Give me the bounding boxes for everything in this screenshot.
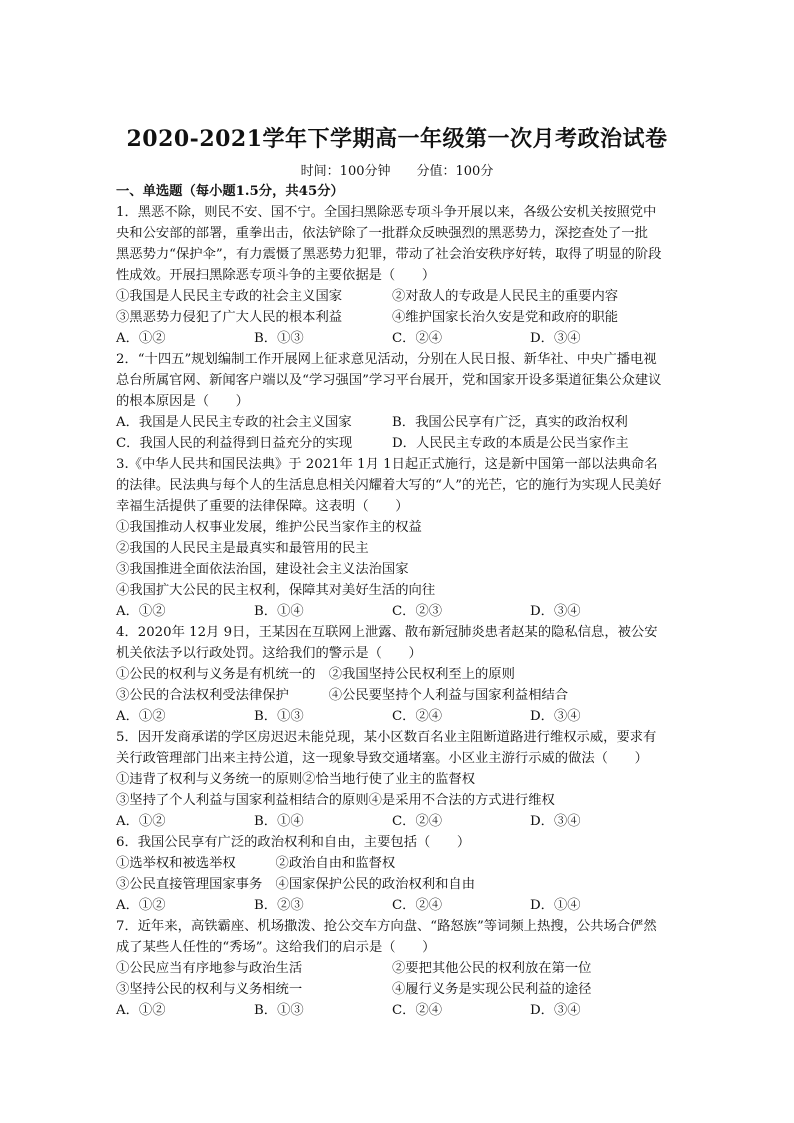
choice-a: A．我国是人民民主专政的社会主义国家: [116, 415, 352, 430]
choice-d: D．①④: [530, 898, 581, 913]
option-item: ①公民应当有序地参与政治生活: [116, 961, 303, 976]
choice-d: D．③④: [530, 331, 581, 346]
question-stem-line: 2．“十四五”规划编制工作开展网上征求意见活动，分别在人民日报、新华社、中央广播电视: [116, 352, 657, 367]
choice-d: D．③④: [530, 814, 581, 829]
question-stem-line: 幸福生活提供了重要的法律保障。这表明（ ）: [116, 499, 409, 514]
question-5: [116, 727, 678, 832]
option-row: ①违背了权利与义务统一的原则②恰当地行使了业主的监督权: [116, 772, 476, 787]
choice-b: B．①③: [254, 331, 304, 346]
question-stem-line: 的根本原因是（ ）: [116, 394, 249, 409]
choice-b: B．我国公民享有广泛，真实的政治权利: [392, 415, 628, 430]
choice-d: D．③④: [530, 709, 581, 724]
choice-a: A．①②: [116, 1003, 166, 1018]
choice-row: [116, 706, 678, 727]
choice-row: [116, 811, 678, 832]
option-row: ①公民的权利与义务是有机统一的 ②我国坚持公民权利至上的原则: [116, 667, 515, 682]
question-stem-line: 关行政管理部门出来主持公道，这一现象导致交通堵塞。小区业主游行示威的做法（ ）: [116, 751, 648, 766]
exam-meta: [0, 160, 794, 179]
choice-a: A．①②: [116, 331, 166, 346]
choice-b: B．①④: [254, 814, 304, 829]
option-row: ③公民的合法权利受法律保护 ④公民要坚持个人利益与国家利益相结合: [116, 688, 569, 703]
question-stem-line: 成了某些人任性的“秀场”。这给我们的启示是（ ）: [116, 940, 436, 955]
option-item: ③黑恶势力侵犯了广大人民的根本利益: [116, 310, 343, 325]
option-row: [116, 979, 678, 1000]
choice-row: [116, 895, 678, 916]
exam-score: 分值：100分: [416, 164, 494, 179]
option-item: ③我国推进全面依法治国，建设社会主义法治国家: [116, 562, 409, 577]
choice-a: A．①②: [116, 709, 166, 724]
choice-a: A．①②: [116, 814, 166, 829]
exam-time: 时间：100分钟: [300, 164, 391, 179]
question-4: [116, 622, 678, 727]
option-item: ④维护国家长治久安是党和政府的职能: [392, 310, 619, 325]
question-stem-line: 4．2020年 12月 9日，王某因在互联网上泄露、散布新冠肺炎患者赵某的隐私信息，被公安: [116, 625, 658, 640]
option-item: ②要把其他公民的权利放在第一位: [392, 961, 592, 976]
question-stem-line: 性成效。开展扫黑除恶专项斗争的主要依据是（ ）: [116, 268, 436, 283]
option-row: ①选举权和被选举权 ②政治自由和监督权: [116, 856, 396, 871]
choice-row: [116, 601, 678, 622]
choice-b: B．①③: [254, 709, 304, 724]
option-row: [116, 307, 678, 328]
choice-d: D．③④: [530, 604, 581, 619]
question-1: [116, 202, 678, 349]
choice-row: [116, 328, 678, 349]
question-stem-line: 总台所属官网、新闻客户端以及“学习强国”学习平台展开，党和国家开设多渠道征集公众建议: [116, 373, 662, 388]
option-item: ①我国推动人权事业发展，维护公民当家作主的权益: [116, 520, 422, 535]
choice-c: C．我国人民的利益得到日益充分的实现: [116, 436, 353, 451]
option-item: ②对敌人的专政是人民民主的重要内容: [392, 289, 619, 304]
choice-row: [116, 433, 678, 454]
option-row: [116, 958, 678, 979]
question-stem-line: 1．黑恶不除，则民不安、国不宁。全国扫黑除恶专项斗争开展以来，各级公安机关按照党中: [116, 205, 657, 220]
option-row: ③公民直接管理国家事务 ④国家保护公民的政治权利和自由: [116, 877, 476, 892]
question-stem-line: 的法律。民法典与每个人的生活息息相关闪耀着大写的“人”的光芒，它的施行为实现人民美好: [116, 478, 662, 493]
question-stem-line: 3.《中华人民共和国民法典》于 2021年 1月 1日起正式施行，这是新中国第一部以法典命名: [116, 457, 658, 472]
option-item: ④我国扩大公民的民主权利，保障其对美好生活的向往: [116, 583, 436, 598]
choice-a: A．①②: [116, 604, 166, 619]
option-item: ④履行义务是实现公民利益的途径: [392, 982, 592, 997]
section-heading: 一、单选题（每小题1.5分，共45分）: [116, 184, 344, 199]
choice-c: C．②④: [392, 814, 443, 829]
choice-row: [116, 412, 678, 433]
option-row: [116, 286, 678, 307]
choice-c: C．②④: [392, 331, 443, 346]
question-stem-line: 机关依法予以行政处罚。这给我们的警示是（ ）: [116, 646, 422, 661]
choice-d: D．人民民主专政的本质是公民当家作主: [392, 436, 629, 451]
question-stem-line: 5．因开发商承诺的学区房迟迟未能兑现，某小区数百名业主阻断道路进行维权示威，要求有: [116, 730, 657, 745]
choice-row: [116, 1000, 678, 1021]
choice-c: C．②④: [392, 709, 443, 724]
question-7: [116, 916, 678, 1021]
page-title: 2020-2021学年下学期高一年级第一次月考政治试卷: [126, 126, 668, 152]
choice-b: B．②③: [254, 898, 304, 913]
choice-c: C．②④: [392, 898, 443, 913]
question-stem-line: 7．近年来，高铁霸座、机场撒泼、抢公交车方向盘、“路怒族”等词频上热搜，公共场合俨然: [116, 919, 657, 934]
option-item: ③坚持公民的权利与义务相统一: [116, 982, 303, 997]
question-stem-line: 黑恶势力“保护伞”，有力震慑了黑恶势力犯罪，带动了社会治安秩序好转，取得了明显的阶段: [116, 247, 662, 262]
question-2: [116, 349, 678, 454]
choice-d: D．③④: [530, 1003, 581, 1018]
choice-b: B．①③: [254, 1003, 304, 1018]
question-list: [116, 181, 678, 1021]
option-row: ③坚持了个人利益与国家利益相结合的原则④是采用不合法的方式进行维权: [116, 793, 555, 808]
choice-c: C．②④: [392, 1003, 443, 1018]
question-stem-line: 6．我国公民享有广泛的政治权利和自由，主要包括（ ）: [116, 835, 471, 850]
question-stem-line: 央和公安部的部署，重拳出击，依法铲除了一批群众反映强烈的黑恶势力，深挖查处了一批: [116, 226, 648, 241]
question-3: [116, 454, 678, 622]
question-6: [116, 832, 678, 916]
choice-c: C．②③: [392, 604, 443, 619]
option-item: ①我国是人民民主专政的社会主义国家: [116, 289, 343, 304]
choice-a: A．①②: [116, 898, 166, 913]
choice-b: B．①④: [254, 604, 304, 619]
option-item: ②我国的人民民主是最真实和最管用的民主: [116, 541, 369, 556]
